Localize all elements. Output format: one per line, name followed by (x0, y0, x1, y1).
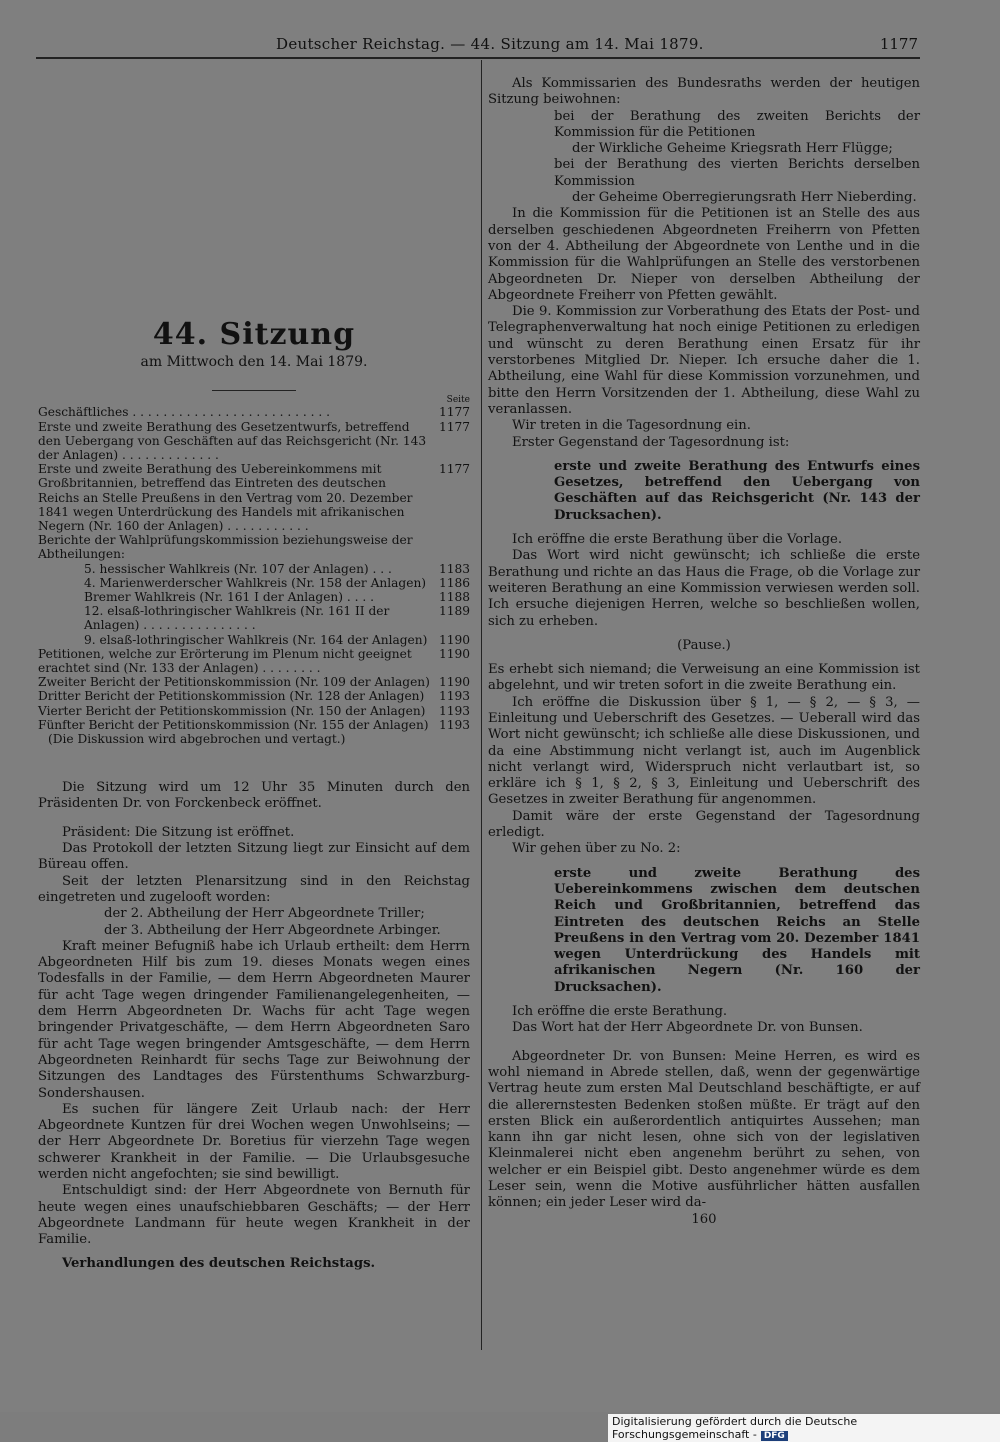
paragraph: Abgeordneter Dr. von Bunsen: Meine Herren, es wird es wohl niemand in Abrede stellen, daß, wenn der gegenwärtige Vertrag heute zum ersten Mal Deutschland beschäftigte, er auf die allerernstesten Bedenken stoßen müßte. Er trägt auf den ersten Blick ein außerordentlich antiquirtes Aussehen; man kann ihn gar nicht lesen, ohne sich von der legislativen Kleinmalerei nicht eben angenehm berührt zu sehen, von welcher er ein Beispiel gibt. Desto angenehmer würde es dem Leser sein, wenn die Motive ausführlicher hätten ausfallen können; ein jeder Leser wird da- (488, 1048, 920, 1211)
toc-entry-page: 1177 (438, 462, 470, 477)
paragraph: Erster Gegenstand der Tagesordnung ist: (512, 434, 790, 450)
right-body (488, 76, 920, 1228)
toc-entry (38, 732, 470, 746)
digitization-footer (608, 1414, 1000, 1442)
paragraph: Als Kommissarien des Bundesraths werden der heutigen Sitzung beiwohnen: (488, 76, 920, 108)
paragraph: der 3. Abtheilung der Herr Abgeordnete Arbinger. (104, 922, 441, 938)
toc-entry-page: 1190 (438, 675, 470, 690)
paragraph: Ich eröffne die erste Berathung. (512, 1004, 728, 1020)
toc-entry-text: Geschäftliches . . . . . . . . . . . . . . . . . . . . . . . . . . (38, 405, 330, 420)
toc-entry-page: 1189 (438, 604, 470, 619)
paragraph: Verhandlungen des deutschen Reichstags. (62, 1256, 376, 1272)
toc-entry-text: 4. Marienwerderscher Wahlkreis (Nr. 158 der Anlagen) (84, 575, 427, 590)
paragraph: (Pause.) (677, 637, 731, 653)
toc-entry-text: Erste und zweite Berathung des Gesetzentwurfs, betreffend den Uebergang von Geschäften auf das Reichsgericht (Nr. 143 der Anlagen) . . . . . . . . . . . . . (38, 419, 427, 462)
left-body (38, 780, 470, 1273)
toc-entry (38, 704, 470, 718)
toc-entry-text: 9. elsaß-lothringischer Wahlkreis (Nr. 164 der Anlagen) (84, 632, 428, 647)
paragraph: Damit wäre der erste Gegenstand der Tagesordnung erledigt. (488, 808, 920, 841)
paragraph: Das Wort wird nicht gewünscht; ich schließe die erste Berathung und richte an das Haus die Frage, ob die Vorlage zur weiteren Berathung an eine Kommission verwiesen werden soll. Ich ersuche diejenigen Herren, welche so beschließen wollen, sich zu erheben. (488, 548, 920, 629)
toc-entry-page: 1190 (438, 632, 470, 647)
paragraph: Kraft meiner Befugniß habe ich Urlaub ertheilt: dem Herrn Abgeordneten Hilf bis zum 19. dieses Monats wegen eines Todesfalls in der Familie, — dem Herrn Abgeordneten Maurer für acht Tage wegen dringender Familienangelegenheiten, — dem Herrn Abgeordneten Dr. Wachs für acht Tage wegen bringender Privatgeschäfte, — dem Herrn Abgeordneten Saro für acht Tage wegen bringender Amtsgeschäfte, — dem Herrn Abgeordneten Reinhardt für sechs Tage zur Beiwohnung der Sitzungen des Landtages des Fürstenthums Schwarzburg-Sondershausen. (38, 938, 470, 1101)
toc-entry (38, 633, 470, 647)
toc-entry-text: Vierter Bericht der Petitionskommission (Nr. 150 der Anlagen) (38, 703, 426, 718)
toc-entry-text: Dritter Bericht der Petitionskommission (Nr. 128 der Anlagen) (38, 689, 425, 704)
toc-entry-text: Bremer Wahlkreis (Nr. 161 I der Anlagen) . . . . (84, 589, 375, 604)
dfg-logo: DFG (761, 1431, 788, 1441)
toc-entry (38, 533, 470, 561)
toc-entry (38, 604, 470, 632)
toc-entry-page: 1193 (438, 717, 470, 732)
paragraph: Die 9. Kommission zur Vorberathung des Etats der Post- und Telegraphenverwaltung hat noch einige Petitionen zu erledigen und wünscht zu deren Berathung einen Ersatz für ihr verstorbenes Mitglied Dr. Nieper. Ich ersuche daher die 1. Abtheilung, eine Wahl für diese Kommission vorzunehmen, und bitte den Herrn Vorsitzenden der 1. Abtheilung, diese Wahl zu veranlassen. (488, 304, 920, 417)
toc-entry-text: Zweiter Bericht der Petitionskommission (Nr. 109 der Anlagen) (38, 675, 430, 690)
paragraph: In die Kommission für die Petitionen ist an Stelle des aus derselben geschiedenen Abgeordneten Freiherrn von Pfetten von der 4. Abtheilung der Abgeordnete von Lenthe und in die Kommission für die Wahlprüfungen an Stelle des verstorbenen Abgeordneten Dr. Nieper von derselben Abtheilung der Abgeordnete Freiherr von Pfetten gewählt. (488, 206, 920, 303)
toc-entry-page (436, 732, 470, 746)
toc-entry-page: 1190 (438, 646, 470, 661)
paragraph: Es erhebt sich niemand; die Verweisung an eine Kommission ist abgelehnt, und wir treten sofort in die zweite Berathung ein. (488, 662, 920, 694)
paragraph: Es suchen für längere Zeit Urlaub nach: der Herr Abgeordnete Kuntzen für drei Wochen wegen Unwohlseins; — der Herr Abgeordnete Dr. Boretius für vierzehn Tage wegen schwerer Krankheit in der Familie. — Die Urlaubsgesuche werden nicht angefochten; sie sind bewilligt. (38, 1101, 470, 1182)
toc-entry-page: 1177 (438, 405, 470, 420)
paragraph: Ich eröffne die Diskussion über § 1, — § 2, — § 3, — Einleitung und Ueberschrift des Gesetzes. — Ueberall wird das Wort nicht gewünscht; ich schließe alle diese Diskussionen, und da eine Abstimmung nicht verlangt ist, auch im Augenblick nicht verlangt wird, Widerspruch nicht verlautbart ist, so erkläre ich § 1, § 2, § 3, Einleitung und Ueberschrift des Gesetzes in zweiter Berathung für angenommen. (488, 694, 920, 808)
table-of-contents (38, 395, 470, 746)
paragraph: Entschuldigt sind: der Herr Abgeordnete von Bernuth für heute wegen eines unaufschiebbaren Geschäfts; — der Herr Abgeordnete Landmann für heute wegen Krankheit in der Familie. (38, 1183, 470, 1248)
title-rule (212, 390, 296, 391)
paragraph: bei der Berathung des zweiten Berichts der Kommission für die Petitionen (554, 108, 920, 140)
toc-entry (38, 420, 470, 463)
toc-entry (38, 718, 470, 732)
paragraph: Seit der letzten Plenarsitzung sind in den Reichstag eingetreten und zugelooft worden: (38, 873, 470, 905)
paragraph: Wir treten in die Tagesordnung ein. (512, 418, 751, 434)
header-title: Deutscher Reichstag. — 44. Sitzung am 14. Mai 1879. (276, 35, 704, 53)
toc-entry-text: Erste und zweite Berathung des Uebereinkommens mit Großbritannien, betreffend das Eintreten des deutschen Reichs an Stelle Preußens in den Vertrag vom 20. Dezember 1841 wegen Unterdrückung des Handels mit afrikanischen Negern (Nr. 160 der Anlagen) . . . . . . . . . . . (38, 462, 413, 533)
toc-entry-page: 1193 (438, 689, 470, 704)
paragraph: Präsident: Die Sitzung ist eröffnet. (62, 824, 295, 840)
toc-entry-page: 1186 (438, 575, 470, 590)
paragraph: 160 (691, 1211, 717, 1227)
column-divider (481, 60, 482, 1350)
toc-entry-page: 1193 (438, 703, 470, 718)
toc-entry (38, 675, 470, 689)
paragraph: Die Sitzung wird um 12 Uhr 35 Minuten durch den Präsidenten Dr. von Forckenbeck eröffnet. (38, 780, 470, 812)
toc-entry-text: Fünfter Bericht der Petitionskommission (Nr. 155 der Anlagen) (38, 717, 429, 732)
toc-entry-text: (Die Diskussion wird abgebrochen und vertagt.) (48, 731, 346, 746)
toc-entry-text: Berichte der Wahlprüfungskommission beziehungsweise der Abtheilungen: (38, 533, 413, 562)
toc-entry-text: Petitionen, welche zur Erörterung im Plenum nicht geeignet erachtet sind (Nr. 133 der Anlagen) . . . . . . . . (38, 646, 412, 675)
paragraph: Das Wort hat der Herr Abgeordnete Dr. von Bunsen. (512, 1020, 863, 1036)
toc-entry-page (436, 533, 470, 561)
paragraph: Das Protokoll der letzten Sitzung liegt zur Einsicht auf dem Büreau offen. (38, 841, 470, 873)
toc-entry-text: 12. elsaß-lothringischer Wahlkreis (Nr. 161 II der Anlagen) . . . . . . . . . . . . . . . (84, 604, 390, 633)
header-page-number: 1177 (879, 35, 918, 53)
left-column (38, 60, 470, 1273)
paragraph: bei der Berathung des vierten Berichts derselben Kommission (554, 157, 920, 189)
toc-list (38, 405, 470, 746)
paragraph: der Wirkliche Geheime Kriegsrath Herr Flügge; (572, 141, 893, 157)
paragraph: Wir gehen über zu No. 2: (512, 841, 681, 857)
toc-entry-page: 1183 (438, 561, 470, 576)
toc-entry (38, 689, 470, 703)
toc-entry (38, 590, 470, 604)
toc-entry (38, 462, 470, 533)
paragraph: Ich eröffne die erste Berathung über die Vorlage. (512, 532, 843, 548)
paragraph: erste und zweite Berathung des Uebereinkommens zwischen dem deutschen Reich und Großbritannien, betreffend das Eintreten des deutschen Reichs an Stelle Preußens in den Vertrag vom 20. Dezember 1841 wegen Unterdrückung des Handels mit afrikanischen Negern (Nr. 160 der Drucksachen). (554, 865, 920, 995)
session-date: am Mittwoch den 14. Mai 1879. (140, 354, 368, 370)
toc-entry-page: 1177 (438, 419, 470, 434)
toc-seite-label: Seite (446, 395, 470, 406)
running-header (36, 33, 920, 59)
toc-entry (38, 562, 470, 576)
right-column (488, 76, 920, 1228)
toc-entry (38, 576, 470, 590)
paragraph: der 2. Abtheilung der Herr Abgeordnete Triller; (104, 906, 425, 922)
paragraph: der Geheime Oberregierungsrath Herr Nieberding. (572, 190, 917, 206)
session-title: 44. Sitzung (152, 317, 356, 352)
footer-text: Digitalisierung gefördert durch die Deutsche Forschungsgemeinschaft - (612, 1415, 858, 1441)
toc-entry-text: 5. hessischer Wahlkreis (Nr. 107 der Anlagen) . . . (84, 561, 392, 576)
toc-entry (38, 647, 470, 675)
toc-entry (38, 405, 470, 419)
toc-entry-page: 1188 (438, 589, 470, 604)
paragraph: erste und zweite Berathung des Entwurfs eines Gesetzes, betreffend den Uebergang von Geschäften auf das Reichsgericht (Nr. 143 der Drucksachen). (554, 458, 920, 523)
